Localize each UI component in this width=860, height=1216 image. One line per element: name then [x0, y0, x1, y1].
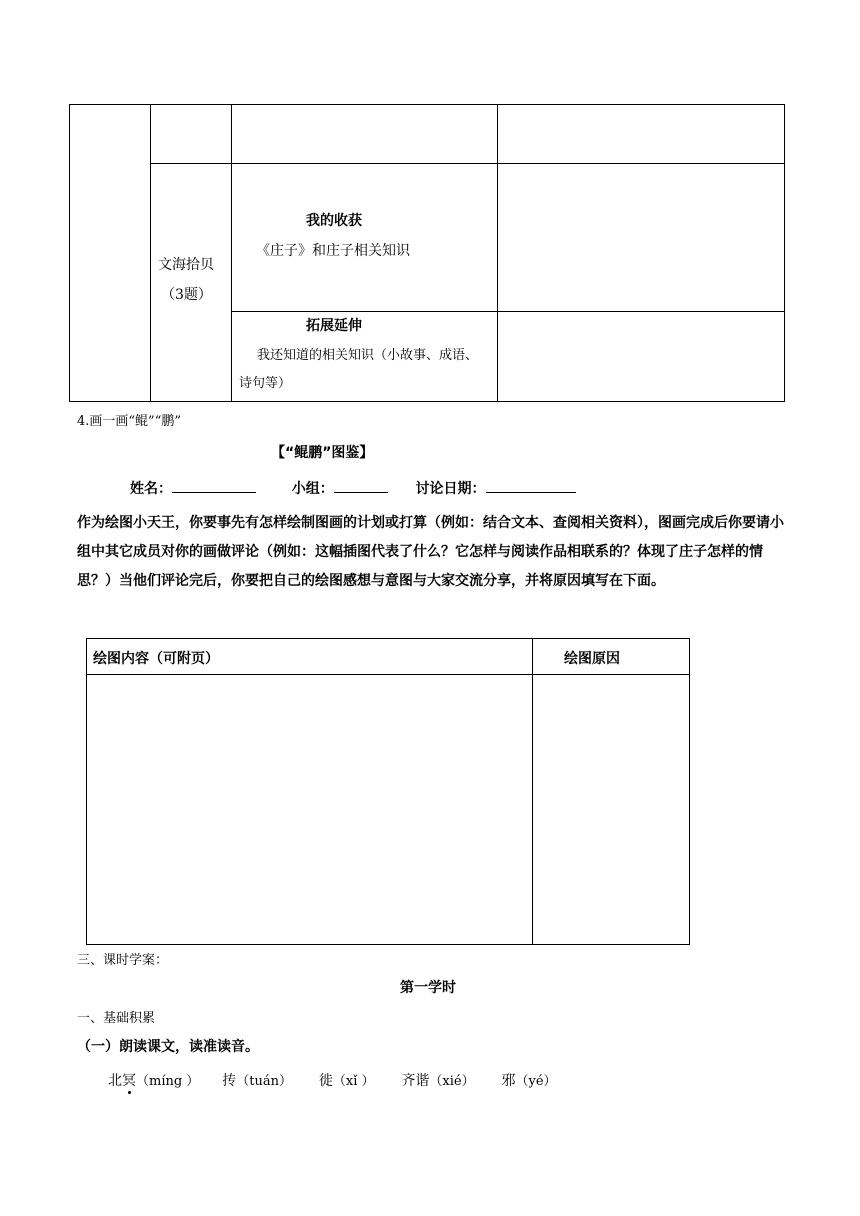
- lesson-title: 第一学时: [400, 980, 456, 996]
- info-line: [130, 478, 576, 498]
- group-label: 小组：: [291, 481, 334, 497]
- harvest-text: 《庄子》和庄子相关知识: [256, 243, 410, 259]
- date-blank[interactable]: [486, 478, 576, 493]
- pinyin-item: 齐谐（xié）: [401, 1073, 475, 1089]
- section3-heading: 三、课时学案：: [77, 953, 169, 968]
- section4-heading: 4.画一画“鲲”“鹏”: [77, 414, 181, 429]
- drawing-reason-cell[interactable]: [534, 676, 688, 943]
- harvest-title: 我的收获: [306, 213, 362, 229]
- drawing-reason-header: 绘图原因: [564, 651, 620, 667]
- pinyin-item: 邪（yé）: [501, 1073, 557, 1089]
- drawing-content-header: 绘图内容（可附页）: [93, 651, 219, 667]
- pinyin-item: 北冥（míng ）: [108, 1073, 200, 1089]
- name-blank[interactable]: [172, 478, 256, 493]
- reading-task: （一）朗读课文，读准读音。: [77, 1039, 259, 1055]
- pinyin-item: 徙（xǐ ）: [318, 1073, 375, 1089]
- extend-title: 拓展延伸: [306, 318, 362, 334]
- extend-text-line1: 我还知道的相关知识（小故事、成语、: [257, 348, 479, 363]
- basic-accumulation-heading: 一、基础积累: [77, 1011, 156, 1026]
- pinyin-item: 抟（tuán）: [222, 1073, 292, 1089]
- section4-subtitle: 【“鲲鹏”图鉴】: [271, 445, 374, 461]
- row-label-count: （3题）: [161, 287, 212, 303]
- row-label-title: 文海拾贝: [158, 257, 214, 273]
- pinyin-line: [108, 1070, 557, 1090]
- instruction-paragraph: 作为绘图小天王，你要事先有怎样绘制图画的计划或打算（例如：结合文本、查阅相关资料），图画完成后你要请小组中其它成员对你的画做评论（例如：这幅插图代表了什么？它怎样与阅读作品相联系的？体现了庄子怎样的情思？）当他们评论完后，你要把自己的绘图感想与意图与大家交流分享，并将原因填写在下面。: [77, 515, 784, 589]
- extend-text-line2: 诗句等）: [239, 376, 292, 391]
- drawing-content-cell[interactable]: [88, 676, 531, 943]
- date-label: 讨论日期：: [415, 481, 486, 497]
- group-blank[interactable]: [334, 478, 388, 493]
- name-label: 姓名：: [130, 481, 172, 497]
